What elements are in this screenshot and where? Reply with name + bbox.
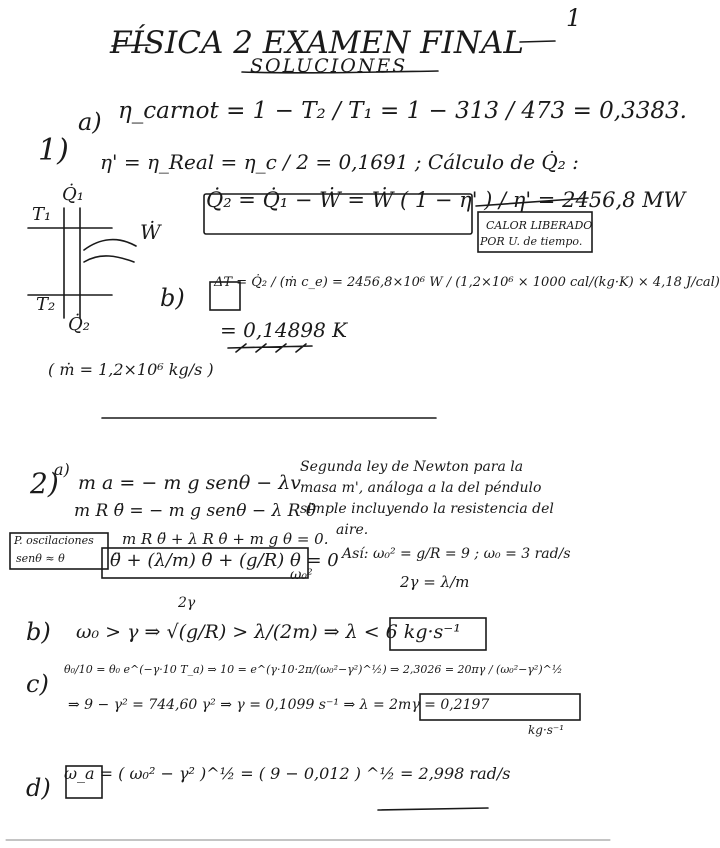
problem-2d-label: d): [26, 774, 51, 802]
page-number: 1: [566, 4, 582, 32]
problem-1b-label: b): [160, 284, 185, 312]
problem-2c-units: kg·s⁻¹: [528, 723, 565, 737]
two-gamma-label: 2γ: [178, 595, 196, 611]
problem-2a-label: a): [54, 460, 70, 479]
work-output-arrow: [84, 240, 136, 250]
diagram-t1-label: T₁: [32, 204, 52, 225]
page-subtitle: SOLUCIONES: [250, 55, 408, 77]
omega-a-box: [66, 766, 102, 798]
lambda-result-box: [420, 694, 580, 720]
delta-t-formula: ΔT = Q̇₂ / (ṁ c_e) = 2456,8×10⁶ W / (1,2×10⁶ × 1000 cal/(kg·K) × 4,18 J/cal): [214, 275, 720, 290]
delta-t-result: = 0,14898 K: [220, 318, 348, 342]
page-title: FÍSICA 2 EXAMEN FINAL: [110, 25, 524, 61]
q2-box: [204, 194, 472, 234]
problem-2c-line-2: ⇒ 9 − γ² = 744,60 γ² ⇒ γ = 0,1099 s⁻¹ ⇒ λ = 2mγ = 0,2197: [68, 697, 490, 713]
delta-t-result-hatch: [228, 344, 312, 352]
problem-1a-label: a): [78, 108, 102, 136]
newton-note-line-4: aire.: [336, 522, 369, 538]
problem-2c-line-1: θ₀/10 = θ₀ e^(−γ·10 T_a) ⇒ 10 = e^(γ·10·2π/(ω₀²−γ²)^½) ⇒ 2,3026 = 20πγ / (ω₀²−γ²)^½: [64, 663, 563, 676]
final-result-underline: [378, 808, 488, 810]
newton-note-line-2: masa m', análoga a la del péndulo: [300, 480, 542, 496]
title-dash-right: [520, 41, 555, 42]
title-dash-left: [112, 45, 150, 46]
newton-equation-2: m R θ̈ = − m g senθ − λ R θ̇: [74, 501, 317, 521]
diagram-q2-label: Q̇₂: [68, 314, 90, 335]
calor-note-line-2: POR U. de tiempo.: [480, 235, 583, 248]
carnot-efficiency: η_carnot = 1 − T₂ / T₁ = 1 − 313 / 473 = 0,3383.: [118, 98, 687, 124]
diagram-w-label: Ẇ: [140, 220, 161, 244]
newton-note-line-1: Segunda ley de Newton para la: [300, 459, 524, 475]
problem-2b-condition: ω₀ > γ ⇒ √(g/R) > λ/(2m) ⇒ λ < 6 kg·s⁻¹: [76, 621, 461, 643]
work-output-arrow-lower: [84, 256, 134, 262]
mass-flow-rate: ( ṁ = 1,2×10⁶ kg/s ): [48, 360, 214, 379]
calor-note-line-1: CALOR LIBERADO: [486, 219, 593, 232]
asi-gamma-line: 2γ = λ/m: [400, 573, 470, 591]
newton-equation-3: m R θ̈ + λ R θ̇ + m g θ = 0.: [122, 530, 329, 548]
small-oscillation-box: [10, 533, 108, 569]
small-angle-approximation: senθ ≈ θ: [16, 552, 65, 565]
lambda-limit-box: [390, 618, 486, 650]
ode-box: [102, 548, 308, 578]
problem-2d-result: ω_a = ( ω₀² − γ² )^½ = ( 9 − 0,012 ) ^½ = 2,998 rad/s: [64, 764, 511, 783]
q2-result-underline: [476, 198, 588, 206]
small-oscillations-label: P. oscilaciones: [14, 534, 94, 547]
problem-1-number: 1): [38, 133, 69, 168]
newton-note-line-3: simple incluyendo la resistencia del: [300, 501, 554, 517]
damped-oscillator-ode: θ̈ + (λ/m) θ̇ + (g/R) θ = 0: [110, 550, 339, 571]
diagram-q1-label: Q̇₁: [62, 184, 84, 205]
subtitle-underline: [242, 71, 438, 73]
asi-omega-line: Así: ω₀² = g/R = 9 ; ω₀ = 3 rad/s: [342, 546, 571, 562]
delta-t-box: [210, 282, 240, 310]
real-efficiency: η' = η_Real = η_c / 2 = 0,1691 ; Cálculo de Q̇₂ :: [100, 150, 579, 174]
diagram-t2-label: T₂: [36, 294, 56, 315]
omega0-squared-label: ω₀²: [290, 567, 313, 583]
calor-note-box: [478, 212, 592, 252]
problem-2-number: 2): [30, 467, 59, 500]
problem-2b-label: b): [26, 618, 51, 646]
newton-equation-1: m a = − m g senθ − λv: [78, 472, 302, 494]
problem-2c-label: c): [26, 670, 49, 698]
q2-formula: Q̇₂ = Q̇₁ − Ẇ = Ẇ ( 1 − η' ) / η' = 2456,8 MW: [206, 188, 686, 212]
